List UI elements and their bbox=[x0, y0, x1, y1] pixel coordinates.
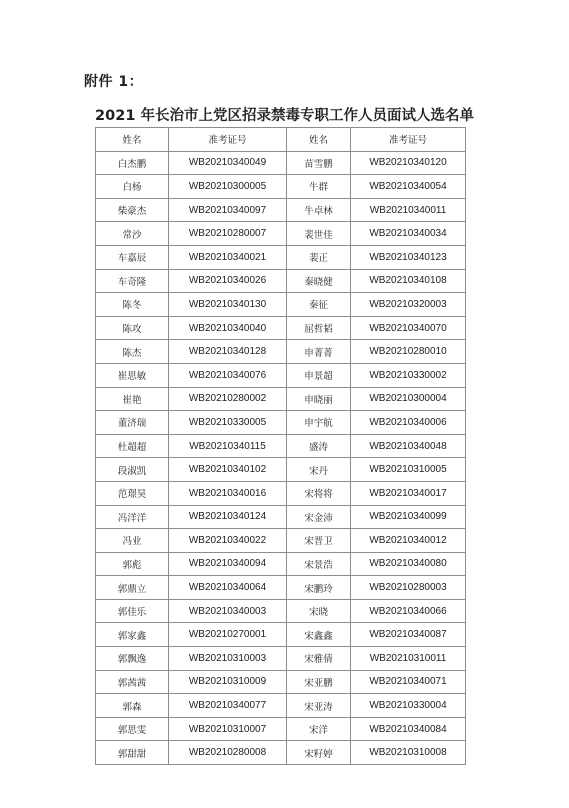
exam-number: WB20210340120 bbox=[351, 151, 466, 175]
table-row bbox=[96, 717, 466, 741]
candidate-name: 郭甜甜 bbox=[96, 741, 169, 765]
candidate-name: 宋洋 bbox=[287, 717, 351, 741]
table-row bbox=[96, 434, 466, 458]
candidate-name: 郭森 bbox=[96, 694, 169, 718]
exam-number: WB20210320003 bbox=[351, 293, 466, 317]
candidate-name: 裴世佳 bbox=[287, 222, 351, 246]
candidate-name: 陈杰 bbox=[96, 340, 169, 364]
candidate-name: 牛群 bbox=[287, 175, 351, 199]
candidate-name: 白杰鹏 bbox=[96, 151, 169, 175]
table-row bbox=[96, 222, 466, 246]
candidate-name: 苗雪鹏 bbox=[287, 151, 351, 175]
exam-number: WB20210280010 bbox=[351, 340, 466, 364]
candidate-name: 宋晓 bbox=[287, 599, 351, 623]
candidate-name: 裴正 bbox=[287, 245, 351, 269]
candidate-name: 陈冬 bbox=[96, 293, 169, 317]
exam-number: WB20210340124 bbox=[169, 505, 287, 529]
table-row bbox=[96, 505, 466, 529]
table-row bbox=[96, 694, 466, 718]
table-row bbox=[96, 481, 466, 505]
candidate-name: 段淑凯 bbox=[96, 458, 169, 482]
exam-number: WB20210300004 bbox=[351, 387, 466, 411]
exam-number: WB20210340123 bbox=[351, 245, 466, 269]
candidate-name: 董济瑞 bbox=[96, 411, 169, 435]
candidate-name: 郭彪 bbox=[96, 552, 169, 576]
table-row bbox=[96, 599, 466, 623]
exam-number: WB20210280002 bbox=[169, 387, 287, 411]
exam-number: WB20210340084 bbox=[351, 717, 466, 741]
exam-number: WB20210340097 bbox=[169, 198, 287, 222]
candidate-name: 柴豪杰 bbox=[96, 198, 169, 222]
exam-number: WB20210340034 bbox=[351, 222, 466, 246]
candidate-name: 郭飘逸 bbox=[96, 647, 169, 671]
candidate-name: 郭鼎立 bbox=[96, 576, 169, 600]
candidate-table bbox=[95, 127, 466, 765]
candidate-name: 陈攻 bbox=[96, 316, 169, 340]
document-title: 2021 年长治市上党区招录禁毒专职工作人员面试人选名单 bbox=[95, 108, 474, 124]
table-row bbox=[96, 151, 466, 175]
table-row bbox=[96, 198, 466, 222]
candidate-name: 宋金沛 bbox=[287, 505, 351, 529]
exam-number: WB20210310003 bbox=[169, 647, 287, 671]
exam-number: WB20210270001 bbox=[169, 623, 287, 647]
candidate-name: 车奇隆 bbox=[96, 269, 169, 293]
table-row bbox=[96, 175, 466, 199]
table-row bbox=[96, 340, 466, 364]
candidate-name: 秦晓健 bbox=[287, 269, 351, 293]
exam-number: WB20210310007 bbox=[169, 717, 287, 741]
candidate-name: 崔思敏 bbox=[96, 363, 169, 387]
exam-number: WB20210340022 bbox=[169, 529, 287, 553]
candidate-name: 申景超 bbox=[287, 363, 351, 387]
exam-number: WB20210330004 bbox=[351, 694, 466, 718]
candidate-name: 宋景浩 bbox=[287, 552, 351, 576]
candidate-name: 郭思雯 bbox=[96, 717, 169, 741]
candidate-name: 盛涛 bbox=[287, 434, 351, 458]
table-row bbox=[96, 623, 466, 647]
exam-number: WB20210340003 bbox=[169, 599, 287, 623]
candidate-name: 崔艳 bbox=[96, 387, 169, 411]
candidate-name: 宋亚涛 bbox=[287, 694, 351, 718]
exam-number: WB20210340011 bbox=[351, 198, 466, 222]
candidate-name: 冯业 bbox=[96, 529, 169, 553]
header-exam-number: 准考证号 bbox=[351, 128, 466, 152]
table-row bbox=[96, 647, 466, 671]
table-row bbox=[96, 529, 466, 553]
candidate-name: 牛卓林 bbox=[287, 198, 351, 222]
exam-number: WB20210340048 bbox=[351, 434, 466, 458]
candidate-name: 宋晋卫 bbox=[287, 529, 351, 553]
table-row bbox=[96, 576, 466, 600]
exam-number: WB20210310005 bbox=[351, 458, 466, 482]
candidate-name: 宋鹏玲 bbox=[287, 576, 351, 600]
header-exam-number: 准考证号 bbox=[169, 128, 287, 152]
table-row bbox=[96, 293, 466, 317]
candidate-name: 宋籽婷 bbox=[287, 741, 351, 765]
exam-number: WB20210310008 bbox=[351, 741, 466, 765]
exam-number: WB20210340094 bbox=[169, 552, 287, 576]
candidate-name: 白杨 bbox=[96, 175, 169, 199]
exam-number: WB20210280008 bbox=[169, 741, 287, 765]
candidate-name: 郭家鑫 bbox=[96, 623, 169, 647]
candidate-name: 申晓丽 bbox=[287, 387, 351, 411]
candidate-name: 郭茜茜 bbox=[96, 670, 169, 694]
exam-number: WB20210340049 bbox=[169, 151, 287, 175]
candidate-name: 杜超超 bbox=[96, 434, 169, 458]
exam-number: WB20210330005 bbox=[169, 411, 287, 435]
exam-number: WB20210340064 bbox=[169, 576, 287, 600]
table-header-row bbox=[96, 128, 466, 152]
exam-number: WB20210340102 bbox=[169, 458, 287, 482]
candidate-name: 秦征 bbox=[287, 293, 351, 317]
exam-number: WB20210340016 bbox=[169, 481, 287, 505]
exam-number: WB20210340021 bbox=[169, 245, 287, 269]
candidate-name: 宋将将 bbox=[287, 481, 351, 505]
candidate-name: 冯洋洋 bbox=[96, 505, 169, 529]
candidate-name: 宋鑫鑫 bbox=[287, 623, 351, 647]
table-row bbox=[96, 741, 466, 765]
candidate-name: 屈哲韬 bbox=[287, 316, 351, 340]
exam-number: WB20210340066 bbox=[351, 599, 466, 623]
exam-number: WB20210340054 bbox=[351, 175, 466, 199]
exam-number: WB20210340070 bbox=[351, 316, 466, 340]
exam-number: WB20210340076 bbox=[169, 363, 287, 387]
exam-number: WB20210300005 bbox=[169, 175, 287, 199]
exam-number: WB20210280007 bbox=[169, 222, 287, 246]
table-row bbox=[96, 670, 466, 694]
exam-number: WB20210330002 bbox=[351, 363, 466, 387]
exam-number: WB20210310011 bbox=[351, 647, 466, 671]
candidate-name: 申菁菁 bbox=[287, 340, 351, 364]
table-row bbox=[96, 245, 466, 269]
table-row bbox=[96, 387, 466, 411]
attachment-label: 附件 1： bbox=[84, 74, 144, 90]
candidate-name: 申宇航 bbox=[287, 411, 351, 435]
candidate-name: 宋雅倩 bbox=[287, 647, 351, 671]
exam-number: WB20210340071 bbox=[351, 670, 466, 694]
table-row bbox=[96, 363, 466, 387]
exam-number: WB20210340017 bbox=[351, 481, 466, 505]
header-name: 姓名 bbox=[96, 128, 169, 152]
candidate-name: 常沙 bbox=[96, 222, 169, 246]
exam-number: WB20210340115 bbox=[169, 434, 287, 458]
table-row bbox=[96, 458, 466, 482]
exam-number: WB20210340128 bbox=[169, 340, 287, 364]
exam-number: WB20210310009 bbox=[169, 670, 287, 694]
candidate-name: 郭佳乐 bbox=[96, 599, 169, 623]
header-name: 姓名 bbox=[287, 128, 351, 152]
exam-number: WB20210340087 bbox=[351, 623, 466, 647]
exam-number: WB20210340040 bbox=[169, 316, 287, 340]
candidate-name: 宋亚鹏 bbox=[287, 670, 351, 694]
exam-number: WB20210280003 bbox=[351, 576, 466, 600]
table-row bbox=[96, 411, 466, 435]
exam-number: WB20210340130 bbox=[169, 293, 287, 317]
table-row bbox=[96, 316, 466, 340]
candidate-name: 宋丹 bbox=[287, 458, 351, 482]
candidate-name: 范璟昊 bbox=[96, 481, 169, 505]
table-row bbox=[96, 269, 466, 293]
table-row bbox=[96, 552, 466, 576]
exam-number: WB20210340077 bbox=[169, 694, 287, 718]
exam-number: WB20210340006 bbox=[351, 411, 466, 435]
exam-number: WB20210340108 bbox=[351, 269, 466, 293]
exam-number: WB20210340026 bbox=[169, 269, 287, 293]
exam-number: WB20210340012 bbox=[351, 529, 466, 553]
exam-number: WB20210340080 bbox=[351, 552, 466, 576]
exam-number: WB20210340099 bbox=[351, 505, 466, 529]
candidate-name: 车嘉辰 bbox=[96, 245, 169, 269]
table-body bbox=[96, 151, 466, 764]
